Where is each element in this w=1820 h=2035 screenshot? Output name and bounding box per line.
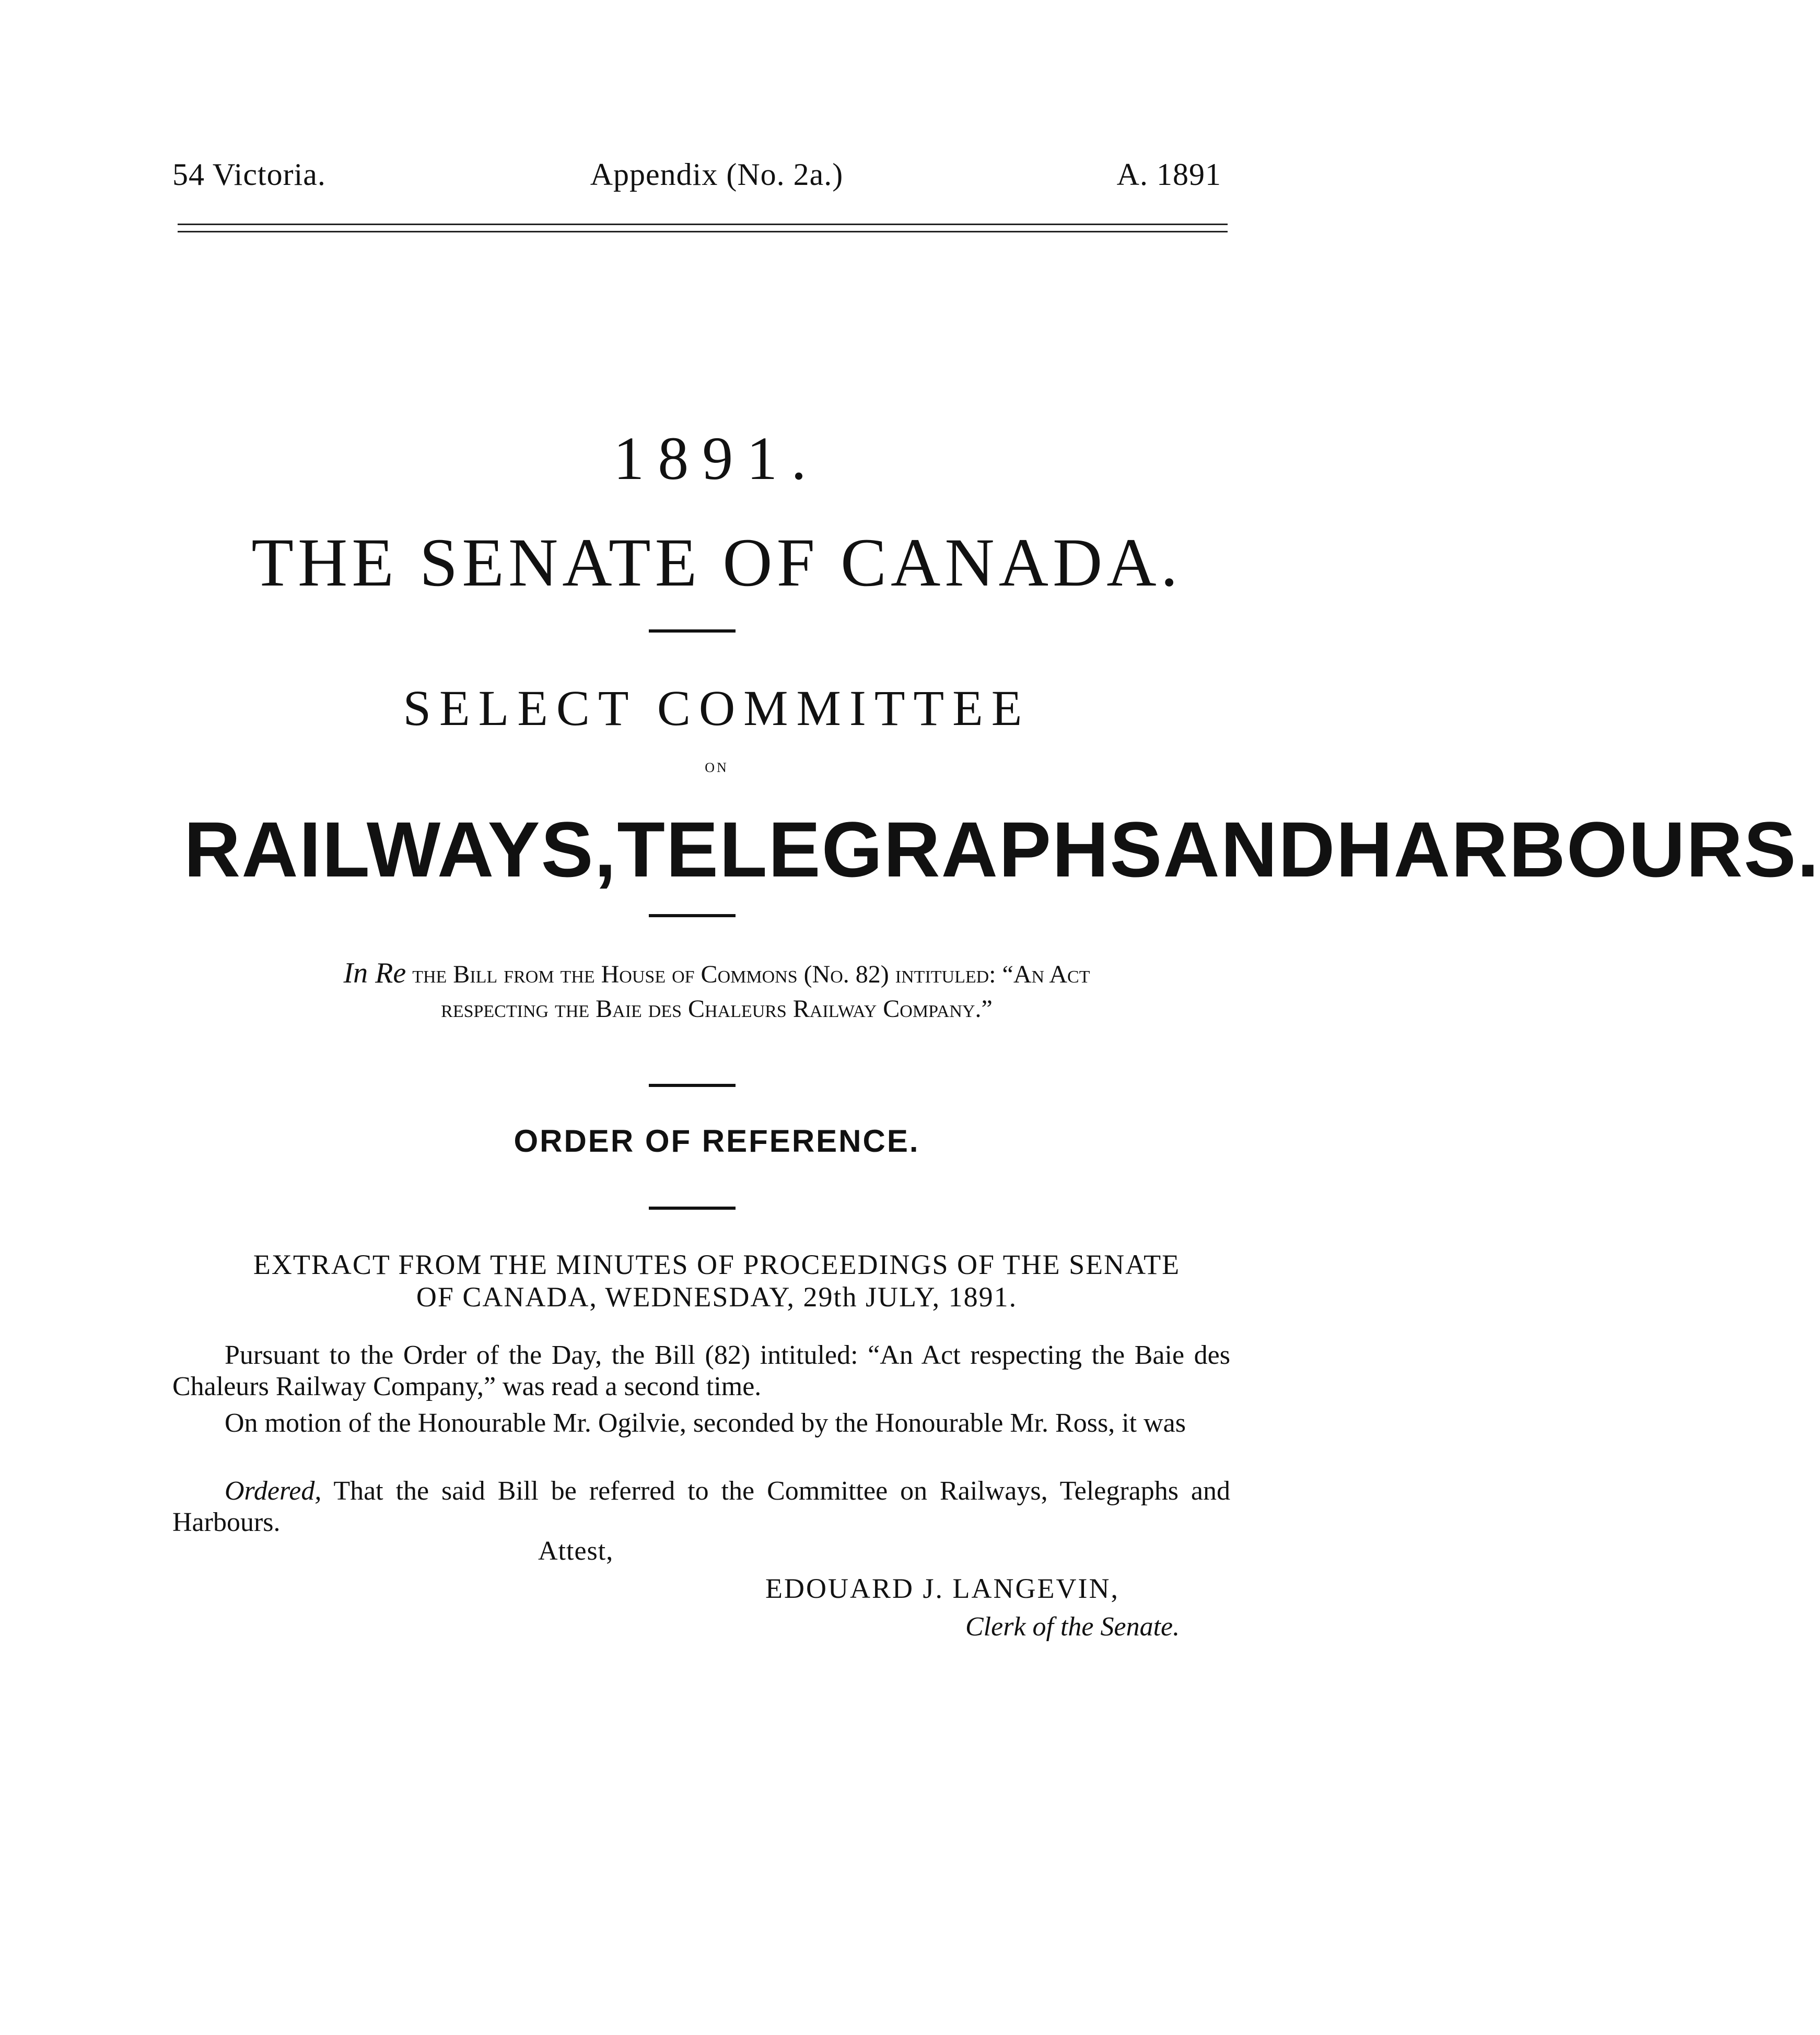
railways-word-1: RAILWAYS,: [184, 805, 617, 893]
railways-word-3: AND: [1163, 805, 1336, 893]
signer-title: Clerk of the Senate.: [965, 1612, 1180, 1642]
extract-heading: [0, 1248, 1433, 1313]
header-rule-bottom: [178, 231, 1228, 232]
senate-heading: THE SENATE OF CANADA.: [251, 524, 1182, 601]
in-re-prefix: In Re: [343, 957, 406, 989]
paragraph-2: [172, 1408, 1230, 1439]
header-right: A. 1891: [1116, 157, 1221, 192]
paragraph-2-text: On motion of the Honourable Mr. Ogilvie, seconded by the Honourable Mr. Ross, it was: [225, 1408, 1186, 1438]
paragraph-1-text: Pursuant to the Order of the Day, the Bill (82) intituled: “An Act respecting the Baie des Chaleurs Railway Company,” was read a second time.: [172, 1340, 1230, 1401]
year-heading: 1891.: [613, 424, 820, 493]
ordered-word: Ordered,: [225, 1476, 322, 1506]
header-left: 54 Victoria.: [172, 157, 326, 192]
order-of-reference-heading: ORDER OF REFERENCE.: [514, 1124, 920, 1159]
divider-1: [649, 629, 736, 633]
header-rule-top: [178, 224, 1228, 225]
in-re-line-1: the Bill from the House of Commons (No. 82) intituled: “An Act: [412, 961, 1090, 988]
paragraph-3: [172, 1476, 1230, 1538]
in-re-line-2: respecting the Baie des Chaleurs Railway Company.”: [441, 995, 993, 1023]
in-re-bill-description: [0, 956, 1433, 1026]
railways-word-4: HARBOURS.: [1336, 805, 1820, 893]
railways-word-2: TELEGRAPHS: [617, 805, 1163, 893]
header-center: Appendix (No. 2a.): [590, 157, 844, 192]
paragraph-1: [172, 1340, 1230, 1402]
divider-4: [649, 1207, 736, 1210]
divider-2: [649, 914, 736, 917]
committee-heading: SELECT COMMITTEE: [403, 680, 1031, 736]
attest-label: Attest,: [538, 1536, 614, 1566]
on-label: ON: [705, 760, 729, 775]
extract-line-1: EXTRACT FROM THE MINUTES OF PROCEEDINGS OF THE SENATE: [253, 1249, 1181, 1280]
extract-line-2: OF CANADA, WEDNESDAY, 29th JULY, 1891.: [416, 1281, 1018, 1313]
divider-3: [649, 1084, 736, 1087]
railways-heading: [184, 804, 1820, 895]
paragraph-3-text: That the said Bill be referred to the Committee on Railways, Telegraphs and Harbours.: [172, 1476, 1230, 1537]
signer-name: EDOUARD J. LANGEVIN,: [765, 1573, 1119, 1604]
